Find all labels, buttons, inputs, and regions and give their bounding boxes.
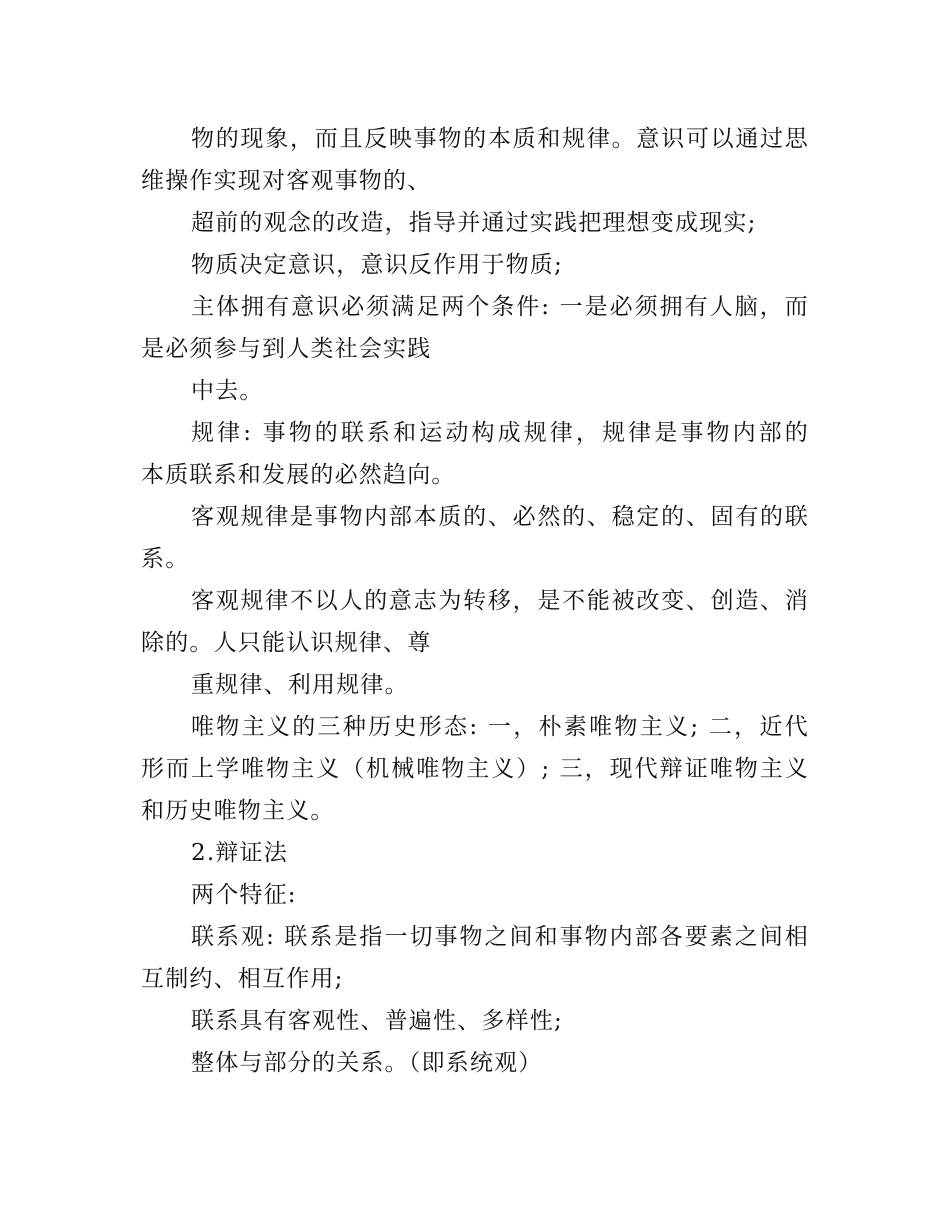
paragraph-line: 两个特征: <box>191 882 297 908</box>
paragraph-line: 和历史唯物主义。 <box>141 798 335 824</box>
paragraph-line: 联系具有客观性、普遍性、多样性; <box>191 1008 563 1034</box>
paragraph-line: 物质决定意识，意识反作用于物质; <box>191 252 563 278</box>
paragraph-line: 超前的观念的改造，指导并通过实践把理想变成现实; <box>191 210 757 236</box>
paragraph-line: 中去。 <box>191 378 264 404</box>
document-body <box>141 118 809 1084</box>
paragraph-line: 物的现象，而且反映事物的本质和规律。意识可以通过思 <box>191 126 809 152</box>
paragraph-line: 整体与部分的关系。（即系统观） <box>191 1050 543 1076</box>
paragraph-line: 系。 <box>141 546 190 572</box>
paragraph-line: 本质联系和发展的必然趋向。 <box>141 462 456 488</box>
paragraph-line: 互制约、相互作用; <box>141 966 344 992</box>
paragraph-line: 规律: 事物的联系和运动构成规律，规律是事物内部的 <box>191 420 809 446</box>
paragraph-line: 形而上学唯物主义（机械唯物主义）; 三，现代辩证唯物主义 <box>141 756 809 782</box>
paragraph-line: 客观规律不以人的意志为转移，是不能被改变、创造、消 <box>191 588 809 614</box>
paragraph-line: 重规律、利用规律。 <box>191 672 409 698</box>
paragraph-line: 客观规律是事物内部本质的、必然的、稳定的、固有的联 <box>191 504 809 530</box>
section-heading: 2.辩证法 <box>191 840 288 866</box>
paragraph-line: 主体拥有意识必须满足两个条件: 一是必须拥有人脑，而 <box>191 294 809 320</box>
paragraph-line: 除的。人只能认识规律、尊 <box>141 630 432 656</box>
paragraph-line: 唯物主义的三种历史形态: 一，朴素唯物主义; 二，近代 <box>191 714 809 740</box>
paragraph-line: 联系观: 联系是指一切事物之间和事物内部各要素之间相 <box>191 924 809 950</box>
paragraph-line: 是必须参与到人类社会实践 <box>141 336 432 362</box>
paragraph-line: 维操作实现对客观事物的、 <box>141 168 432 194</box>
